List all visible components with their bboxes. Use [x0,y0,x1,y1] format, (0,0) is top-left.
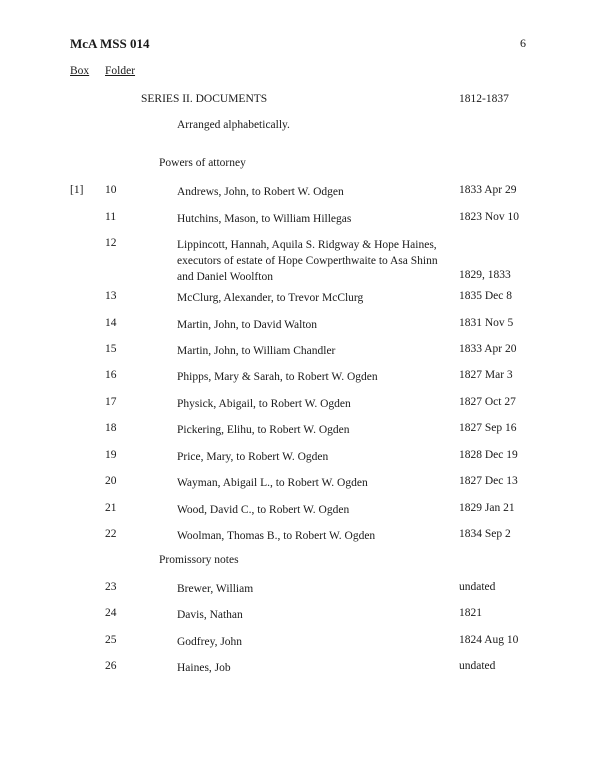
folder-description: Phipps, Mary & Sarah, to Robert W. Ogden [177,371,378,383]
folder-date: undated [459,660,496,672]
section-heading: Promissory notes [159,554,239,566]
column-header-folder: Folder [105,65,136,77]
folder-date: 1828 Dec 19 [459,449,518,461]
folder-description: Davis, Nathan [177,609,243,621]
folder-date: 1827 Mar 3 [459,369,513,381]
folder-description: Pickering, Elihu, to Robert W. Ogden [177,424,350,436]
folder-description: Lippincott, Hannah, Aquila S. Ridgway & Hope Haines, [177,239,437,251]
folder-description: Martin, John, to David Walton [177,319,318,331]
folder-date: 1829, 1833 [459,269,511,281]
folder-number: 11 [105,211,117,223]
collection-id: McA MSS 014 [70,36,150,51]
folder-number: 19 [105,449,117,461]
folder-date: undated [459,581,496,593]
folder-description: Woolman, Thomas B., to Robert W. Ogden [177,530,376,542]
page-number: 6 [520,36,526,50]
folder-date: 1834 Sep 2 [459,528,511,540]
folder-description: executors of estate of Hope Cowperthwaite to Asa Shinn [177,255,438,267]
folder-number: 20 [105,475,117,487]
folder-number: 13 [105,290,117,302]
folder-description: Wayman, Abigail L., to Robert W. Ogden [177,477,368,489]
folder-number: 26 [105,660,117,672]
folder-number: 21 [105,502,117,514]
folder-number: 18 [105,422,117,434]
folder-number: 15 [105,343,117,355]
folder-number: 14 [105,317,117,329]
column-header-box: Box [70,65,90,77]
folder-description: Physick, Abigail, to Robert W. Ogden [177,398,351,410]
folder-date: 1833 Apr 20 [459,343,517,355]
folder-description: Price, Mary, to Robert W. Ogden [177,451,329,463]
folder-number: 10 [105,184,117,196]
folder-date: 1831 Nov 5 [459,317,514,329]
folder-date: 1827 Dec 13 [459,475,518,487]
arrangement-note: Arranged alphabetically. [177,119,290,131]
folder-date: 1827 Oct 27 [459,396,516,408]
folder-date: 1833 Apr 29 [459,184,517,196]
folder-date: 1824 Aug 10 [459,634,519,646]
folder-number: 17 [105,396,117,408]
folder-date: 1823 Nov 10 [459,211,520,223]
folder-description: Martin, John, to William Chandler [177,345,336,357]
folder-description: Hutchins, Mason, to William Hillegas [177,213,352,225]
folder-number: 16 [105,369,117,381]
series-title: SERIES II. DOCUMENTS [141,93,268,105]
folder-date: 1821 [459,607,482,619]
folder-number: 24 [105,607,117,619]
folder-description: Wood, David C., to Robert W. Ogden [177,504,350,516]
box-number: [1] [70,184,84,196]
folder-description: Brewer, William [177,583,254,595]
folder-number: 23 [105,581,117,593]
folder-date: 1829 Jan 21 [459,502,515,514]
folder-description: and Daniel Woolfton [177,271,273,283]
folder-description: Andrews, John, to Robert W. Odgen [177,186,344,198]
series-dates: 1812-1837 [459,93,509,105]
folder-description: McClurg, Alexander, to Trevor McClurg [177,292,364,304]
folder-number: 12 [105,237,117,249]
folder-number: 25 [105,634,117,646]
folder-description: Haines, Job [177,662,231,674]
folder-description: Godfrey, John [177,636,243,648]
section-heading: Powers of attorney [159,157,246,169]
folder-number: 22 [105,528,117,540]
folder-date: 1827 Sep 16 [459,422,517,434]
folder-date: 1835 Dec 8 [459,290,513,302]
